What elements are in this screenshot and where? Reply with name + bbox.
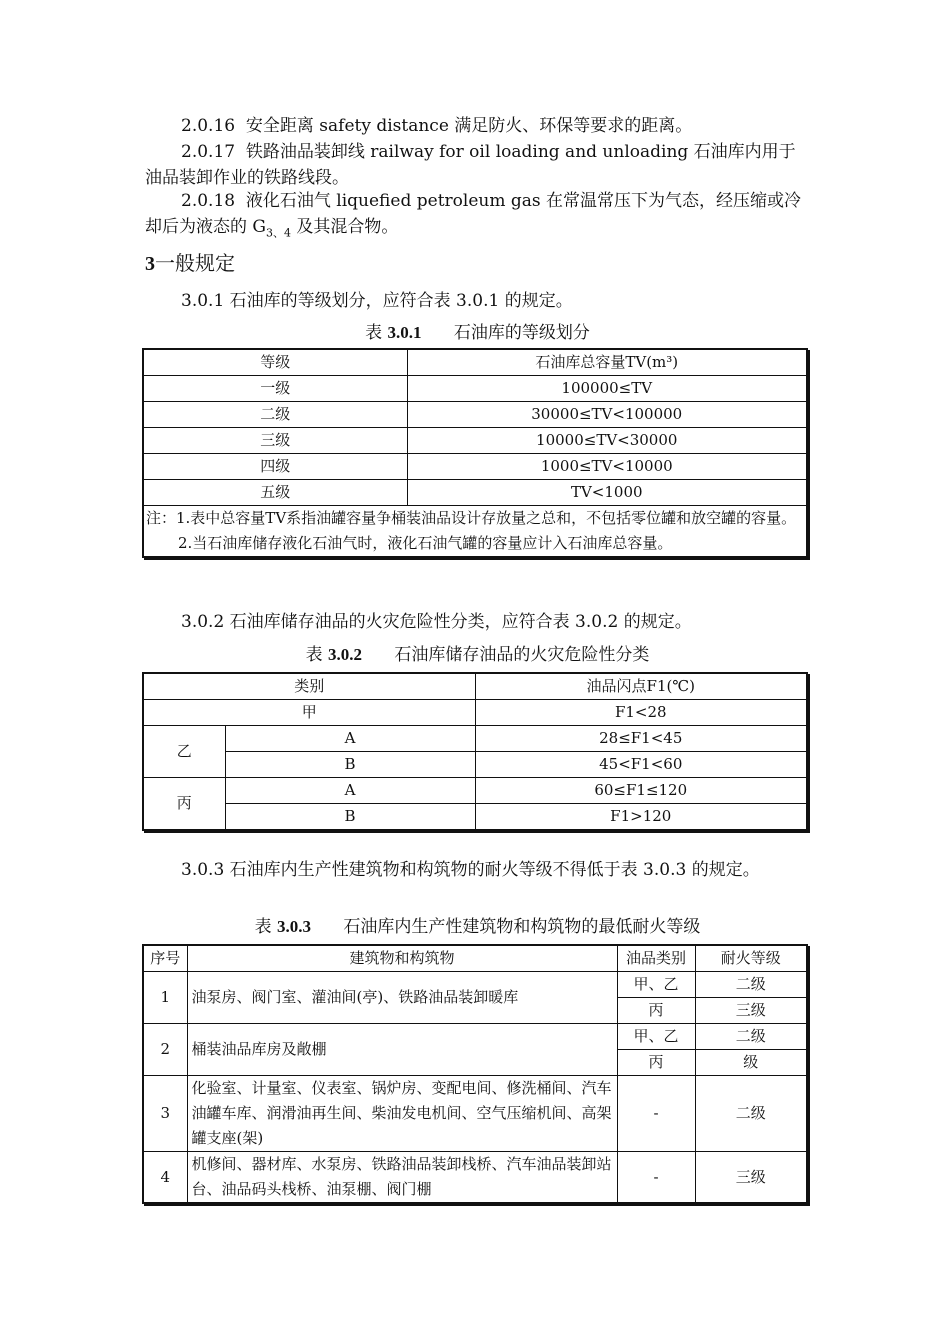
- table-3-0-3: [142, 944, 808, 1204]
- cell-oil-category: 丙: [617, 1050, 695, 1076]
- cell-building: 油泵房、阀门室、灌油间(亭)、铁路油品装卸暖库: [187, 972, 617, 1024]
- table-header-row: [143, 945, 807, 972]
- caption-number: 3.0.3: [276, 917, 311, 936]
- caption-prefix: 表: [305, 645, 323, 665]
- header-grade: 等级: [143, 349, 407, 376]
- table3-caption: [145, 912, 810, 937]
- definition-text-end: 及其混合物。: [290, 217, 399, 237]
- definition-2-0-17: [145, 139, 810, 191]
- cell-category: 甲: [143, 700, 475, 726]
- cell-number: 1: [143, 972, 187, 1024]
- cell-fire-rating: 二级: [695, 1024, 807, 1050]
- caption-title: 石油库内生产性建筑物和构筑物的最低耐火等级: [343, 917, 701, 937]
- cell-number: 2: [143, 1024, 187, 1076]
- definition-text: 液化石油气 liquefied petroleum gas 在常温常压下为气态，经压缩或冷却后为液态的 G: [145, 191, 801, 237]
- table-row: [143, 402, 807, 428]
- table-row: [143, 726, 807, 752]
- cell-fire-rating: 二级: [695, 1076, 807, 1152]
- definition-number: 2.0.18: [181, 191, 236, 211]
- cell-building: 桶装油品库房及敞棚: [187, 1024, 617, 1076]
- cell-category: 丙: [143, 778, 225, 831]
- cell-fire-rating: 三级: [695, 998, 807, 1024]
- table2-caption: [145, 640, 810, 665]
- table-row: [143, 804, 807, 831]
- header-number: 序号: [143, 945, 187, 972]
- cell-fire-rating: 三级: [695, 1152, 807, 1204]
- clause-3-0-1: 3.0.1 石油库的等级划分，应符合表 3.0.1 的规定。: [181, 291, 573, 311]
- definition-2-0-18: [145, 188, 810, 246]
- definition-text: 铁路油品装卸线 railway for oil loading and unloading 石油库内用于油品装卸作业的铁路线段。: [145, 142, 796, 188]
- definition-number: 2.0.16: [181, 116, 236, 136]
- cell-flashpoint: 28≤F1<45: [475, 726, 807, 752]
- cell-capacity: TV<1000: [407, 480, 807, 506]
- header-fire-rating: 耐火等级: [695, 945, 807, 972]
- definition-text: 安全距离 safety distance 满足防火、环保等要求的距离。: [245, 116, 693, 136]
- cell-subcategory: A: [225, 778, 475, 804]
- cell-grade: 五级: [143, 480, 407, 506]
- cell-capacity: 10000≤TV<30000: [407, 428, 807, 454]
- caption-prefix: 表: [254, 917, 272, 937]
- cell-flashpoint: F1<28: [475, 700, 807, 726]
- cell-grade: 二级: [143, 402, 407, 428]
- table-row: [143, 376, 807, 402]
- caption-prefix: 表: [365, 323, 383, 343]
- note-2: 2.当石油库储存液化石油气时，液化石油气罐的容量应计入石油库总容量。: [178, 534, 673, 552]
- header-capacity: 石油库总容量TV(m³): [407, 349, 807, 376]
- clause-3-0-2: 3.0.2 石油库储存油品的火灾危险性分类，应符合表 3.0.2 的规定。: [181, 612, 692, 632]
- table-3-0-2: [142, 672, 808, 831]
- cell-oil-category: 甲、乙: [617, 972, 695, 998]
- note-1: 注：1.表中总容量TV系指油罐容量争桶装油品设计存放量之总和，不包括零位罐和放空罐的容量。: [146, 509, 797, 527]
- table-row: [143, 454, 807, 480]
- table-note: [143, 506, 807, 558]
- cell-grade: 四级: [143, 454, 407, 480]
- caption-title: 石油库的等级划分: [453, 323, 590, 343]
- table-header-row: [143, 673, 807, 700]
- table-row: [143, 1024, 807, 1050]
- cell-building: 化验室、计量室、仪表室、锅炉房、变配电间、修洗桶间、汽车油罐车库、润滑油再生间、柴油发电机间、空气压缩机间、高架罐支座(架): [187, 1076, 617, 1152]
- table-row: [143, 1076, 807, 1152]
- table1-caption: [145, 318, 810, 343]
- cell-capacity: 100000≤TV: [407, 376, 807, 402]
- cell-oil-category: -: [617, 1152, 695, 1204]
- cell-grade: 三级: [143, 428, 407, 454]
- table-header-row: [143, 349, 807, 376]
- cell-capacity: 30000≤TV<100000: [407, 402, 807, 428]
- cell-oil-category: -: [617, 1076, 695, 1152]
- cell-flashpoint: 45<F1<60: [475, 752, 807, 778]
- definition-number: 2.0.17: [181, 142, 236, 162]
- cell-flashpoint: F1>120: [475, 804, 807, 831]
- cell-fire-rating: 二级: [695, 972, 807, 998]
- cell-oil-category: 甲、乙: [617, 1024, 695, 1050]
- cell-number: 3: [143, 1076, 187, 1152]
- header-category: 类别: [143, 673, 475, 700]
- subscript: 3、4: [265, 226, 291, 240]
- caption-number: 3.0.1: [387, 323, 422, 342]
- cell-subcategory: A: [225, 726, 475, 752]
- section-heading: [145, 247, 235, 276]
- clause-3-0-3: 3.0.3 石油库内生产性建筑物和构筑物的耐火等级不得低于表 3.0.3 的规定。: [181, 860, 760, 880]
- table-row: [143, 1152, 807, 1204]
- caption-number: 3.0.2: [327, 645, 362, 664]
- table-row: [143, 428, 807, 454]
- cell-oil-category: 丙: [617, 998, 695, 1024]
- cell-fire-rating: 级: [695, 1050, 807, 1076]
- cell-subcategory: B: [225, 804, 475, 831]
- header-oil-category: 油品类别: [617, 945, 695, 972]
- section-title: 一般规定: [155, 251, 235, 275]
- cell-subcategory: B: [225, 752, 475, 778]
- table-3-0-1: [142, 348, 808, 558]
- cell-grade: 一级: [143, 376, 407, 402]
- definition-2-0-16: [145, 113, 810, 139]
- table-row: [143, 972, 807, 998]
- header-building: 建筑物和构筑物: [187, 945, 617, 972]
- header-flashpoint: 油品闪点F1(℃): [475, 673, 807, 700]
- table-row: [143, 778, 807, 804]
- section-number: 3: [145, 253, 155, 275]
- cell-building: 机修间、器材库、水泵房、铁路油品装卸栈桥、汽车油品装卸站台、油品码头栈桥、油泵棚、阀门棚: [187, 1152, 617, 1204]
- table-note-row: [143, 506, 807, 558]
- table-row: [143, 752, 807, 778]
- table-row: [143, 700, 807, 726]
- caption-title: 石油库储存油品的火灾危险性分类: [394, 645, 650, 665]
- cell-number: 4: [143, 1152, 187, 1204]
- cell-flashpoint: 60≤F1≤120: [475, 778, 807, 804]
- cell-category: 乙: [143, 726, 225, 778]
- cell-capacity: 1000≤TV<10000: [407, 454, 807, 480]
- table-row: [143, 480, 807, 506]
